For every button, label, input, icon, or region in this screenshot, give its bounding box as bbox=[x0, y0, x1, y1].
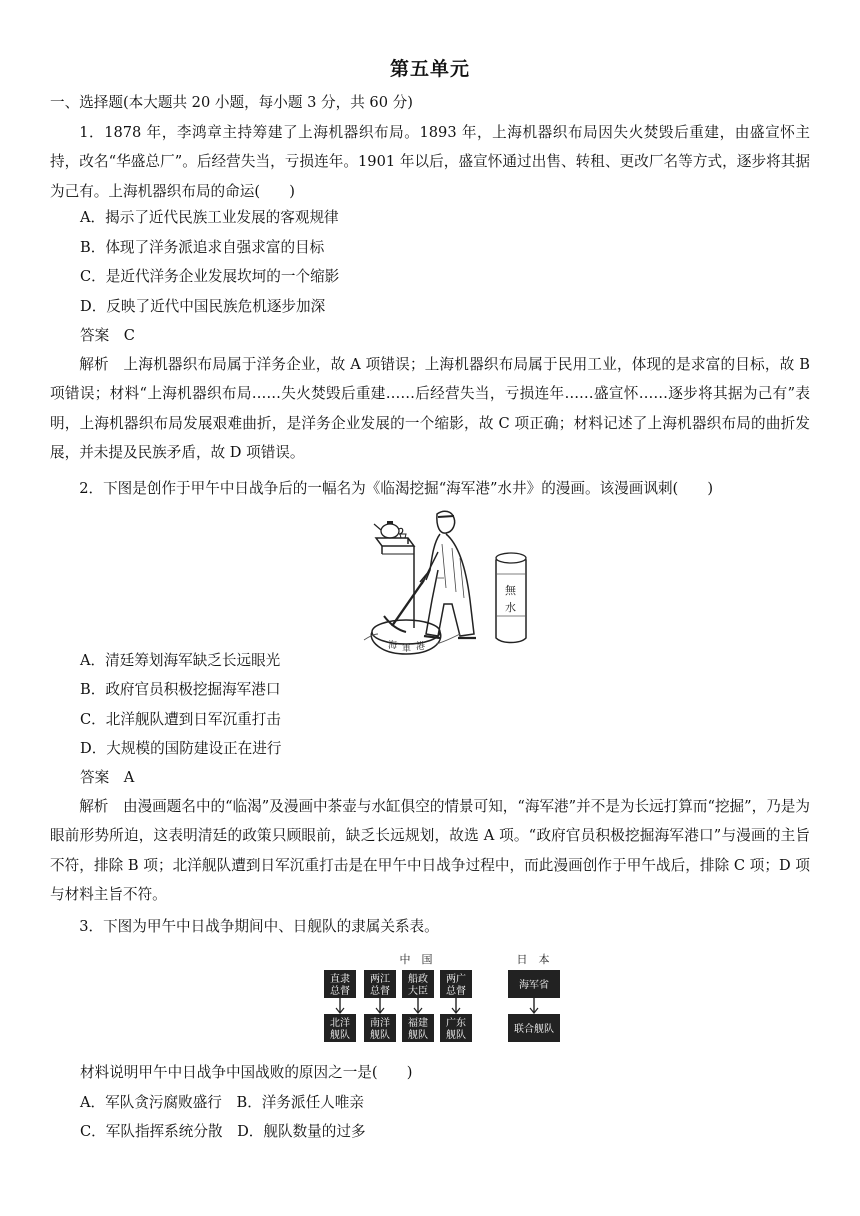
china-fleet-box-2 bbox=[364, 1014, 396, 1042]
svg-text:总督: 总督 bbox=[446, 986, 466, 997]
question-1-analysis: 解析 上海机器织布局属于洋务企业，故 A 项错误；上海机器织布局属于民用工业，体现的是求富的目标，故 B 项错误；材料“上海机器织布局……失火焚毁后重建……后经营失当，亏损连年……盛宣怀……逐步将其据为己有”表明，上海机器织布局发展艰难曲折，是洋务企业发展的一个缩影，故 C 项正确；材料记述了上海机器织布局的曲折发展，并未提及民族矛盾，故 D 项错误。 bbox=[50, 356, 810, 462]
question-1-option-a: A．揭示了近代民族工业发展的客观规律 bbox=[80, 209, 339, 226]
question-1-option-d: D．反映了近代中国民族危机逐步加深 bbox=[80, 298, 326, 315]
fleet-hierarchy-diagram bbox=[320, 948, 570, 1044]
japan-fleet-box bbox=[508, 1014, 560, 1042]
china-top-box-4 bbox=[440, 970, 472, 998]
question-3-options-row-2: C．军队指挥系统分散 D．舰队数量的过多 bbox=[80, 1123, 366, 1140]
question-2-answer: 答案 A bbox=[80, 769, 135, 786]
question-3-stem: 3．下图为甲午中日战争期间中、日舰队的隶属关系表。 bbox=[79, 918, 439, 935]
well-char-1: 海 bbox=[388, 641, 398, 651]
question-2-option-d: D．大规模的国防建设正在进行 bbox=[80, 740, 282, 757]
jar-char-2: 水 bbox=[505, 601, 516, 614]
china-fleet-box-4 bbox=[440, 1014, 472, 1042]
svg-text:海军省: 海军省 bbox=[519, 980, 549, 991]
svg-text:广东: 广东 bbox=[446, 1018, 466, 1029]
svg-text:直隶: 直隶 bbox=[330, 974, 350, 985]
japan-ministry-box bbox=[508, 970, 560, 998]
section-header: 一、选择题(本大题共 20 小题，每小题 3 分，共 60 分) bbox=[50, 94, 413, 111]
question-1-answer: 答案 C bbox=[80, 327, 135, 344]
question-2-stem: 2．下图是创作于甲午中日战争后的一幅名为《临渴挖掘“海军港”水井》的漫画。该漫画讽刺( ) bbox=[79, 480, 714, 497]
svg-text:总督: 总督 bbox=[370, 986, 390, 997]
china-label: 中 国 bbox=[399, 953, 433, 966]
svg-text:舰队: 舰队 bbox=[446, 1030, 466, 1041]
svg-text:两江: 两江 bbox=[370, 974, 390, 985]
cartoon-image bbox=[360, 508, 530, 658]
question-2-option-b: B．政府官员积极挖掘海军港口 bbox=[80, 681, 281, 698]
svg-text:船政: 船政 bbox=[408, 974, 428, 985]
svg-text:总督: 总督 bbox=[330, 986, 350, 997]
question-1-stem: 1．1878 年，李鸿章主持筹建了上海机器织布局。1893 年，上海机器织布局因失火焚毁后重建，由盛宣怀主持，改名“华盛总厂”。后经营失当，亏损连年。1901 年以后，盛宣怀通过出售、转租、更改厂名等方式，逐步将其据为己有。上海机器织布局的命运( ) bbox=[50, 124, 810, 200]
question-2-option-c: C．北洋舰队遭到日军沉重打击 bbox=[80, 711, 281, 728]
japan-label: 日 本 bbox=[516, 953, 550, 966]
svg-text:北洋: 北洋 bbox=[330, 1018, 350, 1029]
svg-text:舰队: 舰队 bbox=[408, 1030, 428, 1041]
svg-text:大臣: 大臣 bbox=[408, 986, 428, 997]
china-fleet-box-3 bbox=[402, 1014, 434, 1042]
svg-text:舰队: 舰队 bbox=[370, 1030, 390, 1041]
page-title: 第五单元 bbox=[389, 58, 470, 80]
svg-text:两广: 两广 bbox=[446, 974, 466, 985]
china-top-box-3 bbox=[402, 970, 434, 998]
question-1-option-c: C．是近代洋务企业发展坎坷的一个缩影 bbox=[80, 268, 340, 285]
china-fleet-box-1 bbox=[324, 1014, 356, 1042]
china-top-box-2 bbox=[364, 970, 396, 998]
svg-text:南洋: 南洋 bbox=[370, 1018, 390, 1029]
china-top-box-1 bbox=[324, 970, 356, 998]
question-3-options-row-1: A．军队贪污腐败盛行 B．洋务派任人唯亲 bbox=[80, 1094, 364, 1111]
question-1-option-b: B．体现了洋务派追求自强求富的目标 bbox=[80, 239, 325, 256]
question-3-prompt: 材料说明甲午中日战争中国战败的原因之一是( ) bbox=[80, 1064, 413, 1081]
svg-text:联合舰队: 联合舰队 bbox=[514, 1024, 554, 1035]
svg-text:舰队: 舰队 bbox=[330, 1030, 350, 1041]
jar-char-1: 無 bbox=[505, 584, 516, 597]
svg-text:福建: 福建 bbox=[408, 1018, 428, 1029]
question-2-analysis: 解析 由漫画题名中的“临渴”及漫画中茶壶与水缸俱空的情景可知，“海军港”并不是为长远打算而“挖掘”，乃是为眼前形势所迫，这表明清廷的政策只顾眼前，缺乏长远规划，故选 A 项。“政府官员积极挖掘海军港口”与漫画的主旨不符，排除 B 项；北洋舰队遭到日军沉重打击是在甲午中日战争过程中，而此漫画创作于甲午战后，排除 C 项；D 项与材料主旨不符。 bbox=[50, 798, 810, 904]
well-char-2: 軍 bbox=[402, 644, 412, 654]
question-2-option-a: A．清廷筹划海军缺乏长远眼光 bbox=[80, 652, 281, 669]
well-char-3: 港 bbox=[416, 642, 426, 652]
